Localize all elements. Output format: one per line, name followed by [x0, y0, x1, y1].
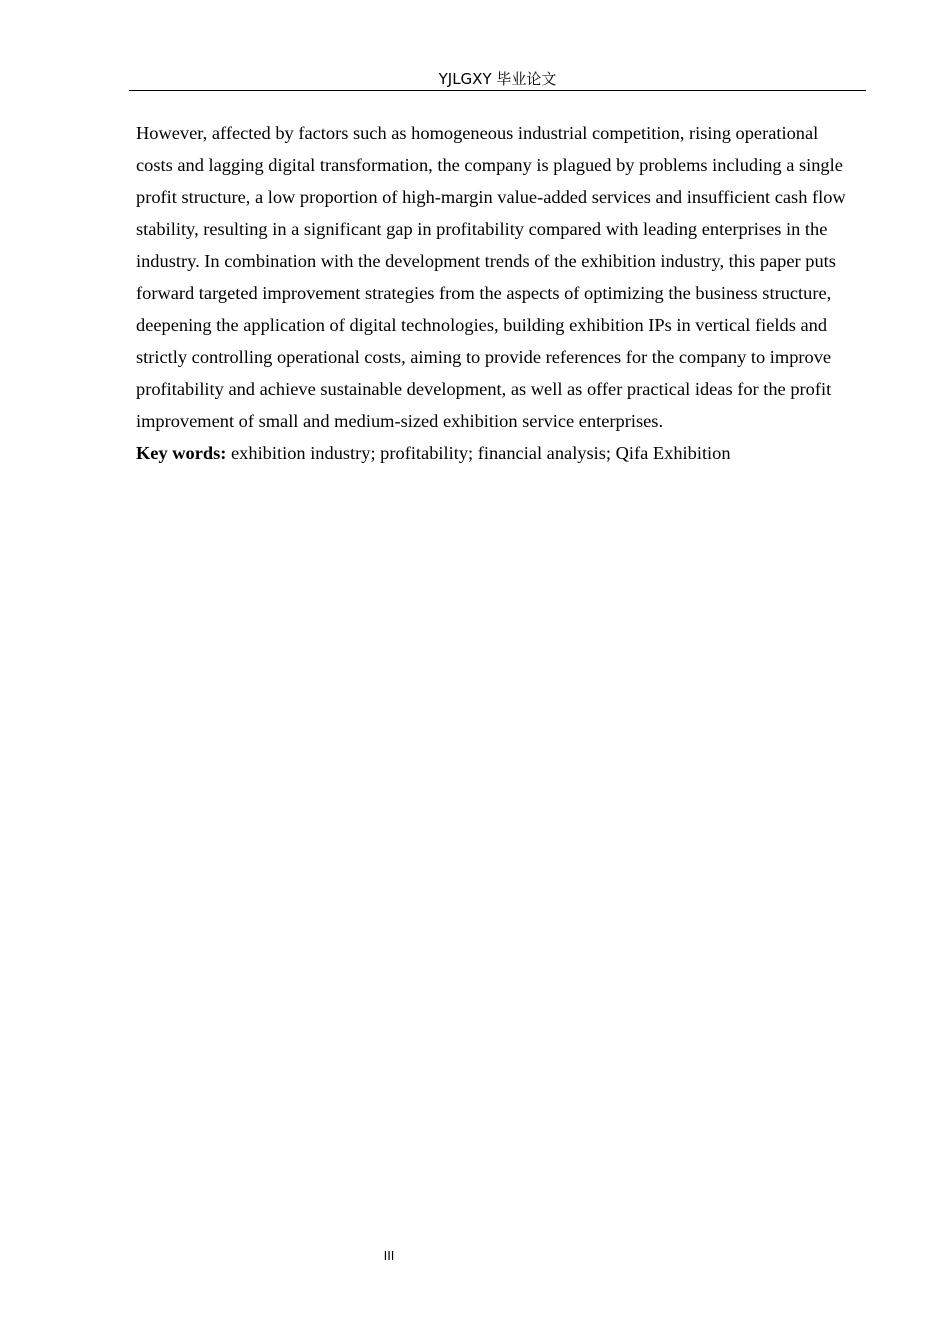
- abstract-body: [136, 117, 858, 469]
- keywords-label: Key words:: [136, 443, 227, 463]
- keywords-line: [136, 437, 858, 469]
- page-header: [129, 68, 866, 91]
- header-title: YJLGXY 毕业论文: [438, 70, 557, 88]
- keywords-list: exhibition industry; profitability; financial analysis; Qifa Exhibition: [226, 443, 731, 463]
- page-number: III: [383, 1248, 395, 1263]
- abstract-paragraph: However, affected by factors such as homogeneous industrial competition, rising operational costs and lagging digital transformation, the company is plagued by problems including a single profit structure, a low proportion of high-margin value-added services and insufficient cash flow stability, resulting in a significant gap in profitability compared with leading enterprises in the industry. In combination with the development trends of the exhibition industry, this paper puts forward targeted improvement strategies from the aspects of optimizing the business structure, deepening the application of digital technologies, building exhibition IPs in vertical fields and strictly controlling operational costs, aiming to provide references for the company to improve profitability and achieve sustainable development, as well as offer practical ideas for the profit improvement of small and medium-sized exhibition service enterprises.: [136, 123, 846, 431]
